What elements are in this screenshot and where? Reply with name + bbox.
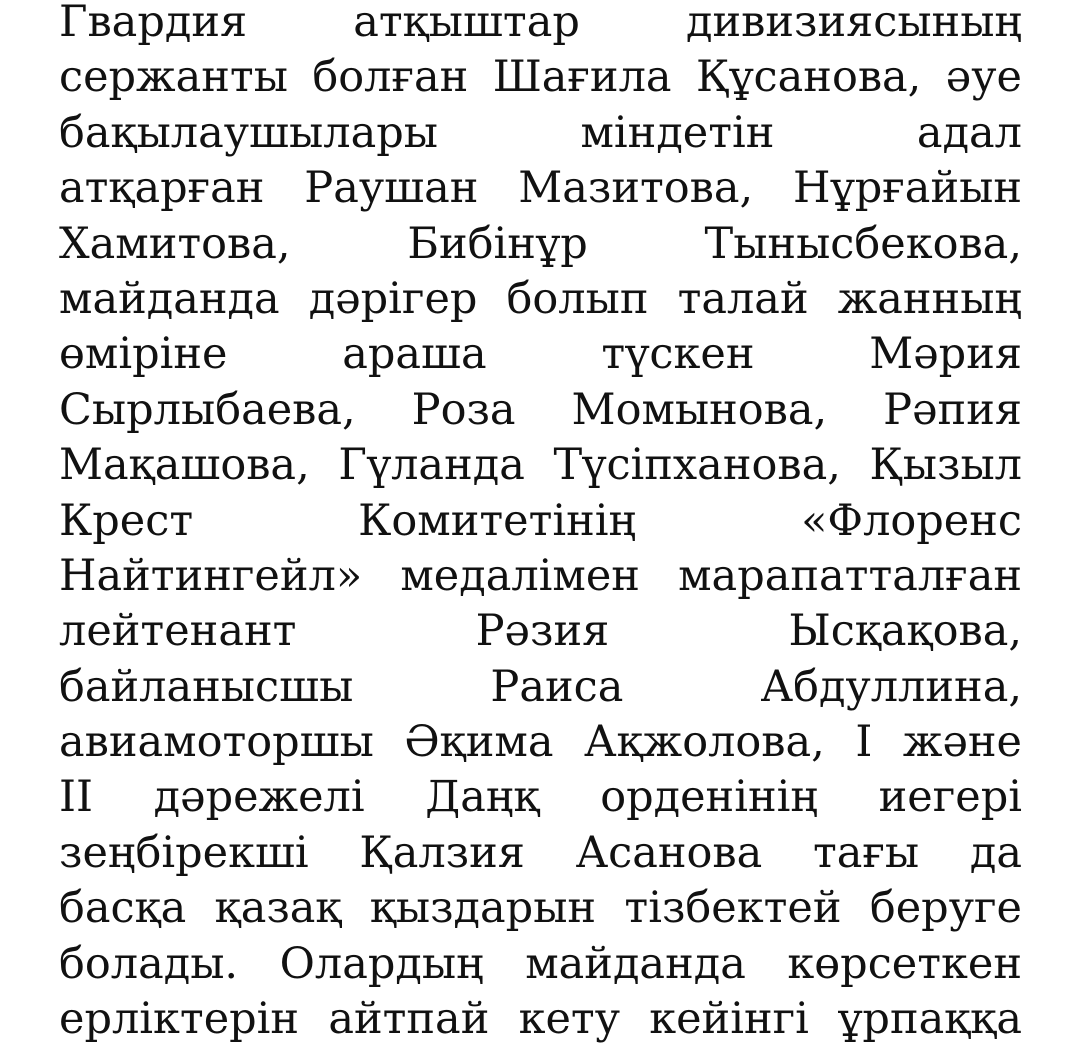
text-line-19: ерліктерін айтпай кету кейінгі ұрпаққа xyxy=(59,994,1022,1045)
text-line-4: атқарған Раушан Мазитова, Нұрғайын xyxy=(59,163,1022,214)
text-line-2: сержанты болған Шағила Құсанова, әуе xyxy=(59,52,1022,103)
text-line-6: майданда дәрігер болып талай жанның xyxy=(59,273,1022,324)
text-line-3: бақылаушылары міндетін адал xyxy=(59,107,1022,158)
text-line-14: авиамоторшы Әқима Ақжолова, І және xyxy=(59,717,1022,768)
text-line-5: Хамитова, Бибінұр Тынысбекова, xyxy=(59,218,1022,269)
text-line-12: лейтенант Рәзия Ысқақова, xyxy=(59,606,1022,657)
text-line-10: Крест Комитетінің «Флоренс xyxy=(59,495,1022,546)
text-line-15: ІІ дәрежелі Даңқ орденінің иегері xyxy=(59,772,1022,823)
body-paragraph xyxy=(59,0,1022,1047)
text-line-7: өміріне араша түскен Мәрия xyxy=(59,329,1022,380)
text-line-16: зеңбірекші Қалзия Асанова тағы да xyxy=(59,827,1022,878)
text-line-13: байланысшы Раиса Абдуллина, xyxy=(59,661,1022,712)
text-line-9: Мақашова, Гүланда Түсіпханова, Қызыл xyxy=(59,440,1022,491)
text-line-1: Гвардия атқыштар дивизиясының xyxy=(59,0,1022,47)
text-line-18: болады. Олардың майданда көрсеткен xyxy=(59,938,1022,989)
text-line-17: басқа қазақ қыздарын тізбектей беруге xyxy=(59,883,1022,934)
text-line-11: Найтингейл» медалімен марапатталған xyxy=(59,550,1022,601)
text-line-8: Сырлыбаева, Роза Момынова, Рәпия xyxy=(59,384,1022,435)
